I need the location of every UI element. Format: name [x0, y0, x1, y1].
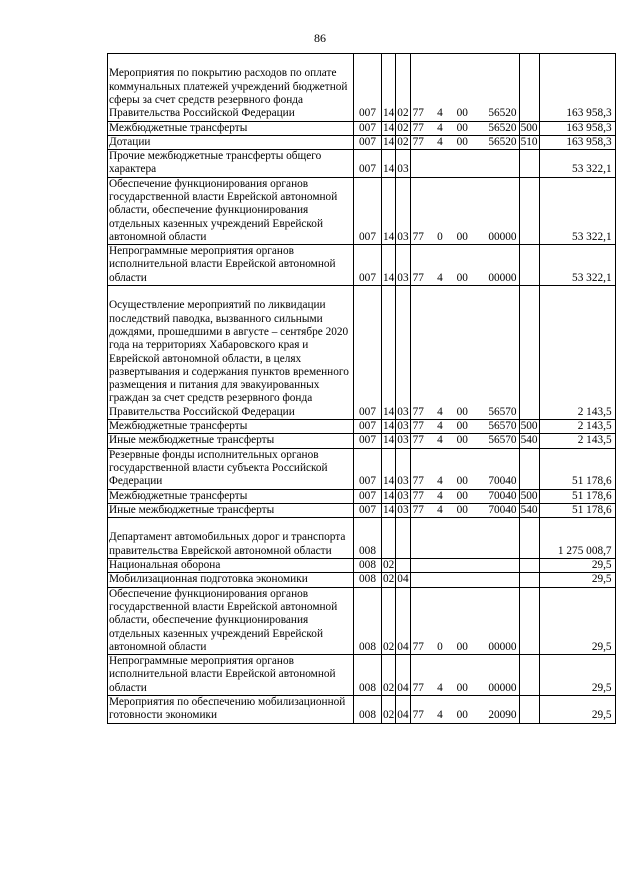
- target-article-part: 56570: [488, 434, 517, 447]
- target-article-part: 00000: [488, 271, 517, 284]
- subsection-code: [396, 518, 410, 559]
- amount: 29,5: [539, 587, 615, 654]
- expense-type-code: 540: [520, 503, 538, 516]
- target-article-part: 77: [412, 489, 424, 502]
- target-article-part: 70040: [488, 503, 517, 516]
- amount: 163 958,3: [539, 135, 615, 149]
- target-article-part: 4: [437, 681, 443, 694]
- target-article-part: 56520: [488, 121, 517, 134]
- target-article-part: 56570: [488, 420, 517, 433]
- table-row: [108, 286, 616, 420]
- table-row: [108, 559, 616, 573]
- target-article-part: 00: [456, 107, 468, 120]
- admin-code: 008: [354, 655, 382, 696]
- target-article-part: 20090: [488, 709, 517, 722]
- amount: 163 958,3: [539, 54, 615, 122]
- expense-type-code: [519, 150, 539, 178]
- row-name: Мероприятия по покрытию расходов по оплате коммунальных платежей учреждений бюджетной сферы за счет средств резервного фонда Правительства Российской Федерации: [108, 54, 354, 122]
- target-article-part: 77: [412, 230, 424, 243]
- expense-type-code: [519, 587, 539, 654]
- target-article-part: 77: [412, 420, 424, 433]
- amount: 29,5: [539, 559, 615, 573]
- amount: 2 143,5: [539, 286, 615, 420]
- target-article-part: 4: [437, 107, 443, 120]
- target-article-part: 4: [437, 271, 443, 284]
- expense-type-code: [519, 655, 539, 696]
- admin-code: 007: [354, 434, 382, 448]
- admin-code: 008: [354, 696, 382, 724]
- target-article-code: [410, 573, 519, 587]
- target-article-part: 00: [456, 503, 468, 516]
- table-row: [108, 54, 616, 122]
- expense-type-code: 540: [520, 434, 538, 447]
- target-article-part: 77: [412, 503, 424, 516]
- expense-type-code: [519, 518, 539, 559]
- admin-code: 007: [354, 286, 382, 420]
- target-article-part: 0: [437, 230, 443, 243]
- section-code: 02: [382, 655, 396, 696]
- target-article-part: 00: [456, 640, 468, 653]
- row-name: Прочие межбюджетные трансферты общего характера: [108, 150, 354, 178]
- section-code: 14: [382, 286, 396, 420]
- row-name: Межбюджетные трансферты: [108, 121, 354, 135]
- target-article-code: [410, 696, 519, 724]
- section-code: 02: [382, 587, 396, 654]
- target-article-part: 00: [456, 271, 468, 284]
- target-article-part: 4: [437, 489, 443, 502]
- row-name: Резервные фонды исполнительных органов государственной власти субъекта Российской Федерации: [108, 448, 354, 489]
- section-code: 14: [382, 150, 396, 178]
- target-article-part: 4: [437, 405, 443, 418]
- target-article-part: 00000: [488, 681, 517, 694]
- row-name: Межбюджетные трансферты: [108, 420, 354, 434]
- expense-type-code: [519, 245, 539, 286]
- section-code: 14: [383, 135, 395, 148]
- target-article-part: 00: [456, 434, 468, 447]
- amount: 2 143,5: [539, 434, 615, 448]
- subsection-code: 03: [397, 420, 409, 433]
- amount: 1 275 008,7: [539, 518, 615, 559]
- admin-code: 008: [354, 587, 382, 654]
- row-name: Непрограммные мероприятия органов исполнительной власти Еврейской автономной области: [108, 655, 354, 696]
- table-body: [108, 54, 616, 724]
- table-row: [108, 420, 616, 434]
- target-article-part: 00: [456, 709, 468, 722]
- row-name: Иные межбюджетные трансферты: [108, 434, 354, 448]
- table-row: [108, 448, 616, 489]
- target-article-part: 00: [456, 121, 468, 134]
- target-article-part: 00: [456, 489, 468, 502]
- target-article-part: 00: [456, 681, 468, 694]
- row-name: Обеспечение функционирования органов государственной власти Еврейской автономной области, обеспечение функционирования отдельных казенных учреждений Еврейской автономной области: [108, 587, 354, 654]
- subsection-code: 02: [397, 135, 409, 148]
- section-code: 14: [382, 177, 396, 244]
- admin-code: 007: [354, 150, 382, 178]
- table-row: [108, 434, 616, 448]
- table-row: [108, 503, 616, 517]
- section-code: 14: [383, 503, 395, 516]
- budget-table: [107, 53, 616, 724]
- table-row: [108, 121, 616, 135]
- subsection-code: 03: [396, 150, 410, 178]
- target-article-part: 00: [456, 420, 468, 433]
- amount: 163 958,3: [539, 121, 615, 135]
- amount: 53 322,1: [539, 177, 615, 244]
- target-article-part: 56520: [488, 135, 517, 148]
- target-article-code: [410, 245, 519, 286]
- subsection-code: 03: [397, 489, 409, 502]
- table-row: [108, 518, 616, 559]
- section-code: [382, 518, 396, 559]
- target-article-part: 4: [437, 420, 443, 433]
- admin-code: 008: [354, 518, 382, 559]
- target-article-code: [410, 420, 519, 434]
- subsection-code: 02: [397, 121, 409, 134]
- target-article-part: 77: [412, 107, 424, 120]
- target-article-code: [410, 286, 519, 420]
- admin-code: 007: [354, 177, 382, 244]
- admin-code: 007: [354, 420, 382, 434]
- table-row: [108, 150, 616, 178]
- target-article-part: 77: [412, 405, 424, 418]
- section-code: 02: [383, 559, 395, 572]
- subsection-code: 04: [396, 655, 410, 696]
- section-code: 14: [383, 121, 395, 134]
- target-article-part: 00: [456, 230, 468, 243]
- row-name: Дотации: [108, 135, 354, 149]
- amount: 29,5: [539, 573, 615, 587]
- expense-type-code: 500: [520, 489, 538, 502]
- target-article-code: [410, 489, 519, 503]
- admin-code: 007: [354, 121, 382, 135]
- target-article-code: [410, 559, 519, 573]
- row-name: Департамент автомобильных дорог и транспорта правительства Еврейской автономной области: [108, 518, 354, 559]
- target-article-code: [410, 135, 519, 149]
- subsection-code: 04: [396, 696, 410, 724]
- target-article-part: 70040: [488, 489, 517, 502]
- amount: 51 178,6: [539, 503, 615, 517]
- table-row: [108, 177, 616, 244]
- target-article-code: [410, 518, 519, 559]
- expense-type-code: 500: [520, 420, 538, 433]
- row-name: Иные межбюджетные трансферты: [108, 503, 354, 517]
- target-article-part: 4: [437, 121, 443, 134]
- subsection-code: 03: [396, 177, 410, 244]
- admin-code: 007: [354, 245, 382, 286]
- expense-type-code: [519, 286, 539, 420]
- admin-code: 008: [354, 573, 382, 587]
- target-article-part: 56520: [488, 107, 517, 120]
- section-code: 14: [383, 489, 395, 502]
- target-article-code: [410, 54, 519, 122]
- expense-type-code: [519, 573, 539, 587]
- target-article-part: 4: [437, 434, 443, 447]
- expense-type-code: [519, 559, 539, 573]
- subsection-code: 03: [397, 503, 409, 516]
- target-article-code: [410, 503, 519, 517]
- subsection-code: [396, 559, 410, 573]
- section-code: 02: [383, 573, 395, 586]
- subsection-code: 03: [396, 286, 410, 420]
- section-code: 14: [383, 434, 395, 447]
- row-name: Мероприятия по обеспечению мобилизационной готовности экономики: [108, 696, 354, 724]
- target-article-part: 77: [412, 640, 424, 653]
- amount: 2 143,5: [539, 420, 615, 434]
- table-row: [108, 135, 616, 149]
- row-name: Национальная оборона: [108, 559, 354, 573]
- target-article-part: 77: [412, 681, 424, 694]
- expense-type-code: [519, 177, 539, 244]
- amount: 51 178,6: [539, 448, 615, 489]
- target-article-code: [410, 448, 519, 489]
- table-row: [108, 573, 616, 587]
- admin-code: 008: [354, 559, 382, 573]
- row-name: Обеспечение функционирования органов государственной власти Еврейской автономной области, обеспечение функционирования отдельных казенных учреждений Еврейской автономной области: [108, 177, 354, 244]
- section-code: 14: [382, 54, 396, 122]
- table-row: [108, 245, 616, 286]
- expense-type-code: [519, 696, 539, 724]
- subsection-code: 03: [397, 434, 409, 447]
- target-article-part: 4: [437, 503, 443, 516]
- target-article-code: [410, 177, 519, 244]
- amount: 53 322,1: [539, 150, 615, 178]
- target-article-code: [410, 150, 519, 178]
- target-article-part: 77: [412, 434, 424, 447]
- target-article-part: 77: [412, 709, 424, 722]
- table-row: [108, 696, 616, 724]
- target-article-part: 00000: [488, 230, 517, 243]
- target-article-part: 00000: [488, 640, 517, 653]
- admin-code: 007: [354, 54, 382, 122]
- page-number: 86: [314, 31, 326, 45]
- subsection-code: 02: [396, 54, 410, 122]
- amount: 29,5: [539, 655, 615, 696]
- subsection-code: 03: [396, 245, 410, 286]
- target-article-part: 00: [456, 475, 468, 488]
- target-article-code: [410, 587, 519, 654]
- amount: 51 178,6: [539, 489, 615, 503]
- target-article-part: 77: [412, 121, 424, 134]
- admin-code: 007: [354, 489, 382, 503]
- amount: 29,5: [539, 696, 615, 724]
- table-row: [108, 655, 616, 696]
- admin-code: 007: [354, 503, 382, 517]
- target-article-code: [410, 434, 519, 448]
- row-name: Мобилизационная подготовка экономики: [108, 573, 354, 587]
- target-article-part: 77: [412, 135, 424, 148]
- section-code: 14: [382, 245, 396, 286]
- admin-code: 007: [354, 448, 382, 489]
- target-article-part: 4: [437, 135, 443, 148]
- target-article-part: 00: [456, 405, 468, 418]
- target-article-part: 4: [437, 709, 443, 722]
- target-article-part: 70040: [488, 475, 517, 488]
- subsection-code: 04: [396, 587, 410, 654]
- section-code: 02: [382, 696, 396, 724]
- target-article-part: 4: [437, 475, 443, 488]
- target-article-code: [410, 121, 519, 135]
- expense-type-code: 500: [520, 121, 538, 134]
- target-article-part: 56570: [488, 405, 517, 418]
- admin-code: 007: [354, 135, 382, 149]
- target-article-code: [410, 655, 519, 696]
- expense-type-code: [519, 54, 539, 122]
- section-code: 14: [382, 448, 396, 489]
- target-article-part: 77: [412, 271, 424, 284]
- row-name: Межбюджетные трансферты: [108, 489, 354, 503]
- row-name: Осуществление мероприятий по ликвидации последствий паводка, вызванного сильными дождями, прошедшими в августе – сентябре 2020 года на территориях Хабаровского края и Еврейской автономной области, в целях развертывания и содержания пунктов временного размещения и питания для эвакуированных граждан за счет средств резервного фонда Правительства Российской Федерации: [108, 286, 354, 420]
- subsection-code: 04: [397, 573, 409, 586]
- table-row: [108, 489, 616, 503]
- target-article-part: 00: [456, 135, 468, 148]
- section-code: 14: [383, 420, 395, 433]
- target-article-part: 0: [437, 640, 443, 653]
- target-article-part: 77: [412, 475, 424, 488]
- row-name: Непрограммные мероприятия органов исполнительной власти Еврейской автономной области: [108, 245, 354, 286]
- expense-type-code: 510: [520, 135, 538, 148]
- table-row: [108, 587, 616, 654]
- expense-type-code: [519, 448, 539, 489]
- subsection-code: 03: [396, 448, 410, 489]
- amount: 53 322,1: [539, 245, 615, 286]
